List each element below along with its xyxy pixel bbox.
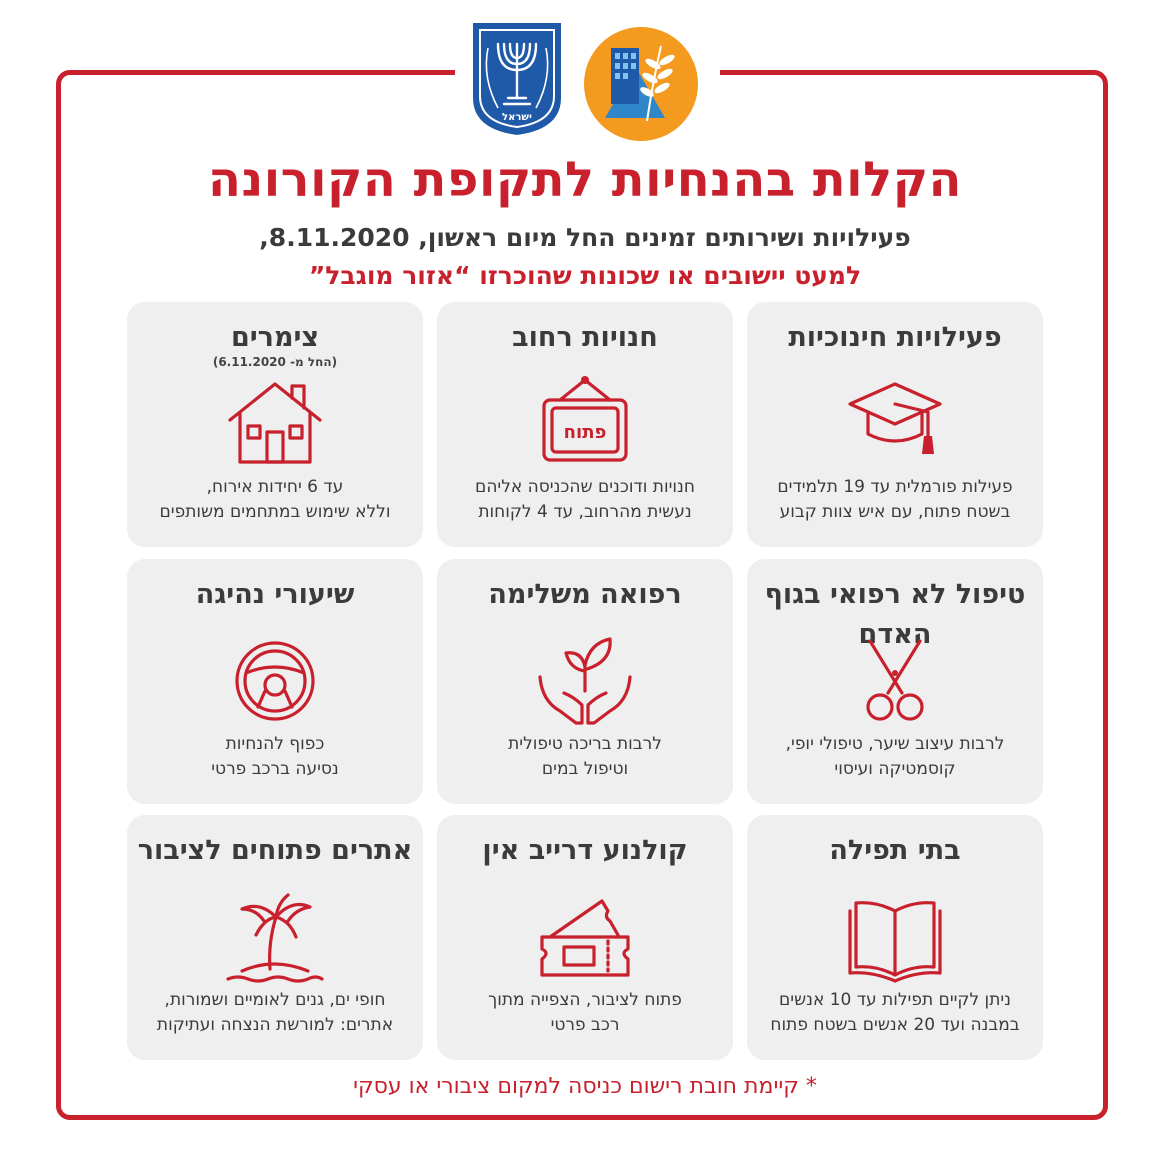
card-title: טיפול לא רפואי בגוף האדם bbox=[764, 579, 1026, 650]
scissors-icon bbox=[840, 631, 950, 731]
ticket-icon bbox=[530, 887, 640, 987]
card-houses-of-prayer bbox=[747, 815, 1043, 1060]
card-driving-lessons bbox=[127, 559, 423, 804]
steering-wheel-icon bbox=[220, 631, 330, 731]
state-emblem-icon bbox=[468, 18, 566, 138]
card-title: קולנוע דרייב אין bbox=[482, 835, 688, 866]
card-title: חנויות רחוב bbox=[512, 322, 658, 353]
hands-leaf-icon bbox=[530, 631, 640, 731]
open-sign-icon bbox=[530, 374, 640, 474]
registration-footnote: * קיימת חובת רישום כניסה למקום ציבורי או עסקי bbox=[353, 1074, 817, 1099]
card-description: לרבות עיצוב שיער, טיפולי יופי, קוסמטיקה ועיסוי bbox=[785, 734, 1005, 779]
card-title: אתרים פתוחים לציבור bbox=[137, 835, 413, 866]
card-title: פעילויות חינוכיות bbox=[788, 322, 1002, 353]
card-description: פעילות פורמלית עד 19 תלמידים בשטח פתוח, עם איש צוות קבוע bbox=[777, 477, 1013, 522]
card-educational-activities bbox=[747, 302, 1043, 547]
card-description: עד 6 יחידות אירוח, וללא שימוש במתחמים משותפים bbox=[159, 477, 391, 522]
ministry-logo-icon bbox=[583, 26, 699, 142]
page-subtitle: פעילויות ושירותים זמינים החל מיום ראשון, 8.11.2020, bbox=[259, 223, 911, 252]
page-title: הקלות בהנחיות לתקופת הקורונה bbox=[207, 152, 963, 208]
palm-island-icon bbox=[220, 887, 330, 987]
card-public-sites bbox=[127, 815, 423, 1060]
card-street-shops bbox=[437, 302, 733, 547]
card-guest-rooms bbox=[127, 302, 423, 547]
card-complementary-medicine bbox=[437, 559, 733, 804]
card-title: רפואה משלימה bbox=[488, 579, 682, 610]
card-title: בתי תפילה bbox=[829, 835, 961, 866]
card-description: לרבות בריכה טיפולית וטיפול במים bbox=[508, 734, 662, 779]
card-description: חופי ים, גנים לאומיים ושמורות, אתרים: למורשת הנצחה ועתיקות bbox=[156, 990, 394, 1035]
card-description: ניתן לקיים תפילות עד 10 אנשים במבנה ועד 20 אנשים בשטח פתוח bbox=[770, 990, 1020, 1035]
card-description: חנויות ודוכנים שהכניסה אליהם נעשית מהרחוב, עד 4 לקוחות bbox=[475, 477, 695, 522]
open-sign-text: פתוח bbox=[563, 422, 607, 443]
card-drive-in-cinema bbox=[437, 815, 733, 1060]
open-book-icon bbox=[840, 887, 950, 987]
card-title: צימרים bbox=[230, 322, 320, 353]
card-description: כפוף להנחיות נסיעה ברכב פרטי bbox=[211, 734, 339, 779]
svg-text:ישראל: ישראל bbox=[502, 112, 532, 123]
card-note: (החל מ- 6.11.2020) bbox=[212, 355, 338, 369]
card-title: שיעורי נהיגה bbox=[195, 579, 355, 610]
page-subtitle-restriction: למעט יישובים או שכונות שהוכרזו “אזור מוגבל” bbox=[308, 261, 862, 290]
graduation-cap-icon bbox=[840, 374, 950, 474]
card-description: פתוח לציבור, הצפייה מתוך רכב פרטי bbox=[488, 990, 682, 1035]
card-non-medical-treatment bbox=[747, 559, 1043, 804]
house-icon bbox=[220, 374, 330, 474]
